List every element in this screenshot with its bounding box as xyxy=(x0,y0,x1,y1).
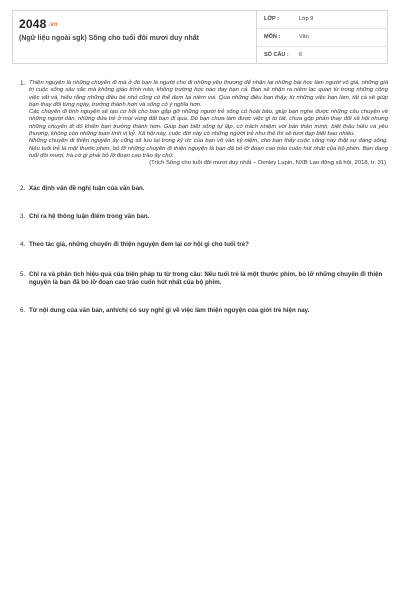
logo-text: 2048 xyxy=(19,17,47,31)
question-number: 4. xyxy=(20,241,26,249)
question-number: 2. xyxy=(20,184,26,192)
question-text: Theo tác giả, những chuyến đi thiện nguyện đem lại cơ hội gì cho tuổi trẻ? xyxy=(29,241,249,249)
meta-label: SỐ CÂU : xyxy=(264,52,289,58)
worksheet-header xyxy=(12,10,388,64)
question-3 xyxy=(12,213,388,221)
question-6 xyxy=(12,307,388,315)
site-logo[interactable] xyxy=(19,17,58,31)
reading-passage xyxy=(29,80,388,168)
meta-label: LỚP : xyxy=(264,16,279,22)
meta-row-subject xyxy=(257,29,388,47)
worksheet-meta-table xyxy=(256,11,388,63)
question-1 xyxy=(12,80,388,168)
passage-paragraph: Thiện nguyện là những chuyến đi mà ở đó bạn là người cho đi những yêu thương để nhận lại những bài học làm người vô giá, những giá trị cuộc sống sâu sắc mà không giáo trình nào, không trường học nào dạy bạn cả. Bạn sẽ nhận ra niềm lạc quan từ trong những công việc vất vả, hiểu rằng những điều bé nhỏ cũng có thể đem lại niềm vui. Qua những điều bạn thấy, từ những việc bạn làm, tất cả sẽ giúp bạn thay đổi từng ngày, trưởng thành hơn và sống có ý nghĩa hơn. xyxy=(29,80,388,108)
question-number: 1. xyxy=(20,80,26,87)
meta-value: Văn xyxy=(299,34,309,40)
question-number: 6. xyxy=(20,306,26,314)
passage-paragraph: Những chuyến đi thiện nguyện ấy cũng sẽ lưu lại trong ký ức của bạn vô vàn kỷ niệm, cho bạn thấy cuộc sống này thật sự đáng sống. Nếu tuổi trẻ là một thước phim, bỏ lỡ những chuyến đi thiện nguyện là bạn đã bỏ lỡ đoạn cao trào cuốn hút nhất của bộ phim. Bạn đang tuổi đôi mươi, hà cớ gì phải bỏ lỡ đoạn cao trào ấy chứ. xyxy=(29,138,388,159)
meta-value: 6 xyxy=(299,52,303,58)
meta-label: MÔN : xyxy=(264,34,281,40)
meta-row-question-count xyxy=(257,47,388,64)
question-text: Xác định vấn đề nghị luận của văn bản. xyxy=(29,184,145,192)
worksheet-title: (Ngữ liệu ngoài sgk) Sống cho tuổi đôi mươi duy nhất xyxy=(19,35,199,42)
question-4 xyxy=(12,241,388,249)
question-text: Chỉ ra và phân tích hiệu quả của biện pháp tu từ trong câu: Nếu tuổi trẻ là một thước phim, bỏ lỡ những chuyến đi thiện nguyện là bạn đã bỏ lỡ đoạn cao trào cuốn hút nhất của bộ phim. xyxy=(29,270,383,287)
logo-domain: .vn xyxy=(48,21,58,28)
passage-source: (Trích Sống cho tuổi đôi mươi duy nhất – Denley Lupin, NXB Lao động xã hội, 2018, tr. 31) xyxy=(149,160,386,167)
question-number: 3. xyxy=(20,212,26,220)
question-2 xyxy=(12,185,388,193)
question-text: Chỉ ra hệ thống luận điểm trong văn bản. xyxy=(29,212,150,220)
question-text: Từ nội dung của văn bản, anh/chị có suy nghĩ gì về việc làm thiện nguyện của giới trẻ hiện nay. xyxy=(29,306,310,314)
question-5 xyxy=(12,271,388,288)
passage-paragraph: Các chuyến đi tình nguyện sẽ tạo cơ hội cho bạn gặp gỡ những người trẻ sống có hoài bão, giúp bạn nghe được những câu chuyện về những người dân, những đứa trẻ ở mọi vùng đất bạn đi qua. Dù bạn chưa làm được việc gì to tát, chưa góp phần thay đổi xã hội nhưng những chuyến đi đó khiến bạn trưởng thành hơn. Giúp bạn biết sống tự lập, có trách nhiệm với bản thân mình, biết thấu hiểu và yêu thương, không còn những toan tính vị kỷ. Xã hội này, cuộc đời này có những người trẻ như thế thì sẽ tươi đẹp biết bao nhiêu. xyxy=(29,109,388,138)
meta-value: Lớp 9 xyxy=(299,16,314,22)
meta-row-grade xyxy=(257,11,388,29)
question-number: 5. xyxy=(20,270,26,278)
question-list xyxy=(12,80,388,315)
